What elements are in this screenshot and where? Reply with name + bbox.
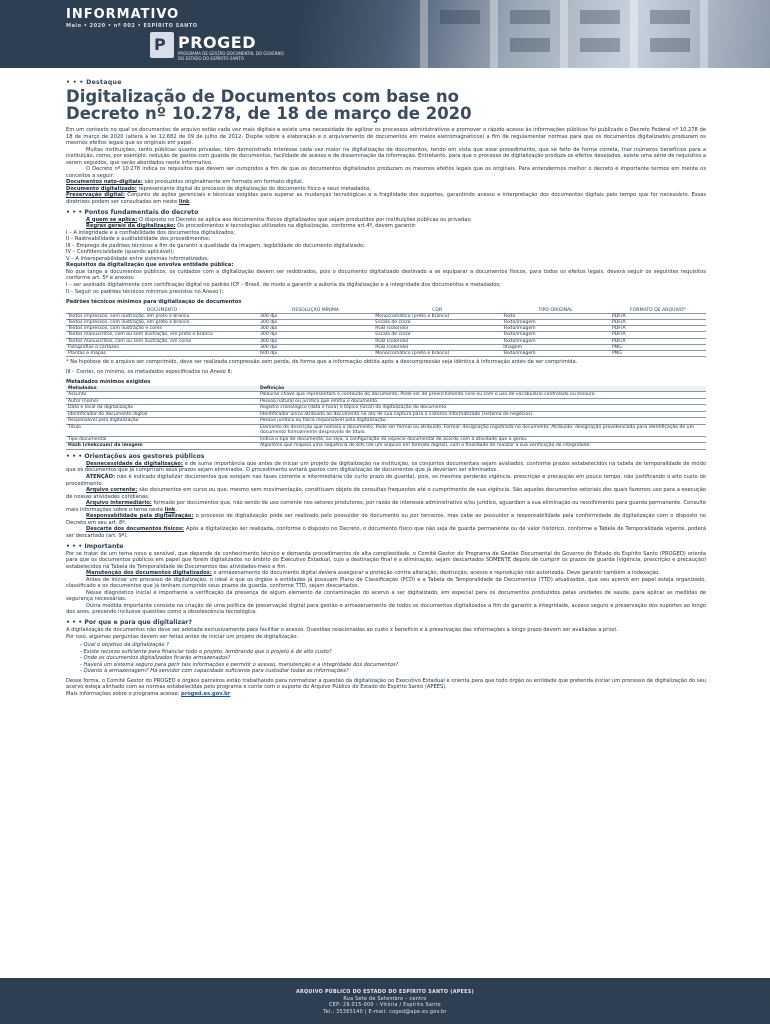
- header-building-photo: [300, 0, 770, 68]
- footer-institution: ARQUIVO PÚBLICO DO ESTADO DO ESPÍRITO SANTO (APEES): [296, 990, 474, 995]
- orientacao-paragraph: Arquivo intermediário: formado por documentos que, não sendo de uso corrente nos setores produtores, por razão de interesse administrativo e/ou jurídico, aguardam a sua eliminação ou recolhimento para guarda permanente. Consulte mais informações sobre o tema neste link.: [66, 500, 707, 513]
- list-item: V – A interoperabilidade entre sistemas informatizados;: [66, 255, 209, 262]
- requisitos-paragraph: No que tange a documentos públicos, os cuidados com a digitalização devem ser redobrados, pois o documento digitalizado destinado a se equiparar a documentos físicos, para todos os efeitos legais, deverá seguir os seguintes requisitos conforme art. 5º e anexos:: [66, 268, 706, 282]
- list-item: - Qual o objetivo da digitalização ?: [80, 642, 169, 649]
- digitalizar-paragraph: A digitalização de documentos não deve ser adotada exclusivamente para facilitar o acesso. Questões relacionadas ao custo x benefício e à preservação das informações a longo prazo devem ser avaliadas a priori.: [66, 626, 619, 633]
- proged-logo-name: PROGED: [178, 33, 256, 52]
- metadados-table: [66, 386, 706, 450]
- intro-paragraph-3: O Decreto nº 10.278 indica os requisitos que devem ser cumpridos a fim de que os documentos digitalizados produzam os mesmos efeitos legais que os originais. Para entendermos melhor o decreto é importante termos em mente os conceitos a seguir:: [66, 166, 706, 179]
- definition-nato-digital: Documentos nato-digitais: são produzidos originalmente em formato em formato digital.: [66, 179, 304, 186]
- table-row: Tipo documental Indica o tipo de documento, ou seja, a configuração da espécie documental de acordo com a atividade que a gerou.: [66, 436, 706, 443]
- section-heading: • • • Pontos fundamentais do decreto: [66, 208, 199, 216]
- orientacao-paragraph: Desnecessidade da digitalização: é de suma importância que antes de iniciar um projeto de digitalização na instituição, os conjuntos documentais sejam avaliados, conforme prazos estabelecidos na tabela de temporalidade de modo que os documentos que já cumpriram seus prazos sejam eliminados. O procedimento evitará gastos com digitalização de documentos que já deveriam ser eliminados.: [66, 460, 706, 474]
- table-row: Plantas e mapas 600 dpi Monocromático (preto e branco) Texto/imagem PNG: [66, 351, 706, 357]
- table-row: Fotografias e cartazes 300 dpi RGB (colorido) Imagem PNG: [66, 344, 706, 350]
- table-row: Textos manuscritos, com ou sem ilustração, em preto e branco 300 dpi Escala de cinza Texto/imagem PDF/A: [66, 332, 706, 338]
- footer-cep: CEP: 29.015-000 – Vitória / Espírito Santo: [329, 1003, 441, 1008]
- section-pontos-fundamentais: [66, 209, 706, 296]
- table-metadados-section: [66, 379, 706, 450]
- table-header: RESOLUÇÃO MÍNIMA: [258, 308, 373, 314]
- table-header: COR: [373, 308, 501, 314]
- list-item: II – Seguir os padrões técnicos mínimos previstos no Anexo I;: [66, 288, 224, 295]
- footer-contact: Tel.: 35365140 | E-mail: coged@ape.es.gov.br: [323, 1009, 447, 1015]
- table-row: Autor (nome) Pessoa natural ou jurídica que emitiu o documento.: [66, 398, 706, 405]
- intro-paragraph-2: Muitas instituições, tanto públicas quanto privadas, têm demonstrado interesse cada vez maior na digitalização de documentos, tendo em vista que esse procedimento, que se feito de forma correta, traz inúmeros benefícios para a instituição, como, por exemplo: redução de gastos com guarda de documentos, facilidade de acesso e de disseminação da informação. Entretanto, para que o processo de digitalização produza os efeitos desejados, existe uma série de requisitos a serem seguidos, que serão abordados neste informativo.: [66, 146, 706, 166]
- list-item: III – Conter, no mínimo, os metadados especificados no Anexo II;: [66, 368, 233, 375]
- section-heading: • • • Por que e para que digitalizar?: [66, 618, 192, 626]
- importante-paragraph: Manutenção dos documentos digitalizados: o armazenamento do documento digital deverá assegurar a proteção contra alteração, destruição, acesso e reprodução não autorizada. Deve garantir também a indexação.: [86, 570, 660, 577]
- article-title-line-1: Digitalização de Documentos com base no: [66, 87, 459, 106]
- definition-preservacao: Preservação digital: Conjunto de ações gerenciais e técnicas exigidas para superar as mudanças tecnológicas e a fragilidade dos suportes, garantindo acesso e interpretação dos documentos digitais pelo tempo que for necessário. Essas diretrizes podem ser consultadas em neste link.: [66, 192, 706, 206]
- importante-paragraph: Por se tratar de um tema novo e sensível, que depende de conhecimento técnico e demanda procedimentos de alta complexidade, o Comitê Gestor do Programa de Gestão Documental do Governo do Estado do Espírito Santo (PROGED) orienta para que os documentos públicos em papel que forem digitalizados no âmbito do Executivo Estadual, cujo a destinação final é a eliminação, sejam descartados SOMENTE depois de cumprir os prazos de guarda (vigência, prescrição e precaução) estabelecidos na Tabela de Temporalidade de Documentos das atividades-meio e fim.: [66, 550, 706, 570]
- list-item: - Onde os documentos digitalizados ficarão armazenados?: [80, 655, 231, 662]
- regras-paragraph: Regras gerais da digitalização: Os procedimentos e tecnologias utilizados na digitalização, conforme art.4º, devem garantir:: [86, 223, 417, 230]
- questions-list: [66, 642, 706, 675]
- header-banner: [0, 0, 770, 68]
- arquivo-link[interactable]: link: [164, 506, 176, 513]
- importante-paragraph: Antes de iniciar um processo de digitalização, o ideal é que os órgãos e entidades já possuam Plano de Classificação (PCD) e a Tabela de Temporalidade de Documentos (TTD) atualizados, que seu acervo em papel esteja organizado, classificado e os documentos que já tenham cumprido seus prazos de guarda, conforme TTD, sejam descartados.: [66, 576, 706, 590]
- table-header: TIPO ORIGINAL: [501, 308, 610, 314]
- requisitos-title: Requisitos da digitalização que envolva entidade pública:: [66, 262, 234, 269]
- newsletter-title: INFORMATIVO: [66, 7, 180, 22]
- section-heading: • • • Orientações aos gestores públicos: [66, 452, 205, 460]
- footer-address: Rua Sete de Setembro – centro: [343, 996, 427, 1002]
- newsletter-edition: Maio • 2020 • nº 002 • ESPÍRITO SANTO: [66, 23, 198, 29]
- aplicacao-paragraph: A quem se aplica: O disposto no Decreto se aplica aos documentos físicos digitalizados que sejam produzidos por instituições públicas ou privadas;: [86, 216, 472, 223]
- list-item: III – Emprego de padrões técnicos a fim de garantir a qualidade da imagem, legibilidade do documento digitalizado;: [66, 242, 365, 249]
- table-header: DOCUMENTO: [66, 308, 258, 314]
- article-body: [66, 79, 706, 697]
- digitalizar-paragraph: Por isso, algumas perguntas devem ser feitas antes de iniciar um projeto de digitalização:: [66, 633, 299, 640]
- article-title: [66, 88, 706, 122]
- importante-paragraph: Nesse diagnóstico inicial é importante a verificação da presença de algum elemento de contaminação do acervo a ser digitalizado, em especial para os documentos produzidos pelas unidades de saúde, para aplicar as medidas de segurança necessárias.: [66, 589, 706, 603]
- table-note: * Na hipótese de o arquivo ser comprimido, deve ser realizada compressão sem perda, de forma que a informação obtida após a descompressão seja idêntica à informação antes de ser comprimida.: [66, 359, 578, 366]
- logo-letter: P: [154, 35, 166, 54]
- digitalizar-paragraph: Desse forma, o Comitê Gestor do PROGED e órgãos parceiros estão trabalhando para normatizar a questão da digitalização no Executivo Estadual e orienta para que todo órgão ou entidade que pretenda iniciar um processo de digitalização do seu acervo esteja alinhado com as normas estabelecidas pelo programa e conte com o suporte do Arquivo Público do Estado do Espírito Santo (APEES).: [66, 677, 706, 691]
- intro-section: [66, 127, 706, 206]
- table-row: Textos impressos, sem ilustração, em preto e branco 300 dpi Monocromático (preto e branco) Texto PDF/A: [66, 313, 706, 319]
- section-tag: • • • Destaque: [66, 79, 122, 86]
- section-por-que-digitalizar: [66, 619, 706, 697]
- list-item: I – A integridade e a confiabilidade dos documentos digitalizados;: [66, 229, 236, 236]
- proged-logo-subtitle: PROGRAMA DE GESTÃO DOCUMENTAL DO GOVERNO DO ESTADO DO ESPÍRITO SANTO: [178, 51, 284, 61]
- preservacao-link[interactable]: link: [178, 199, 190, 206]
- section-importante: [66, 543, 706, 616]
- orientacao-paragraph: Descarte dos documentos físicos: Após a digitalização ser realizada, conforme o disposto no Decreto, o documento físico que não seja de guarda permanente ou de valor histórico, conforme a Tabela de Temporalidade vigente, poderá ser descartado (art. 9º).: [66, 526, 706, 539]
- table-row: Textos impressos, com ilustração e cores 300 dpi RGB (colorido) Texto/imagem PDF/A: [66, 326, 706, 332]
- table-row: Textos impressos, com ilustração, em preto e branco 300 dpi Escala de cinza Texto/imagem PDF/A: [66, 320, 706, 326]
- orientacao-paragraph: Arquivo corrente: são documentos em curso ou que, mesmo sem movimentação, constituam objeto de consultas frequentes até o cumprimento de sua vigência. São aqueles documentos setoriais dos quais fazemos uso para a execução de nossas atividades cotidianas.: [66, 487, 706, 500]
- padroes-tecnicos-table: [66, 308, 706, 358]
- table-caption: Padrões técnicos mínimos para digitalização de documentos: [66, 299, 242, 306]
- more-info-paragraph: Mais informações sobre o programa acesse: proged.es.gov.br: [66, 690, 231, 697]
- proged-logo-icon: [150, 32, 174, 58]
- table-row: Assunto Palavras-chave que representam o conteúdo do documento. Pode ser de preenchimento livre ou com o uso de vocabulário controlado ou tesauro.: [66, 392, 706, 399]
- definition-digitalizado: Documento digitalizado: representante digital do processo de digitalização do documento físico e seus metadados.: [66, 185, 372, 192]
- section-heading: • • • Importante: [66, 542, 124, 550]
- table-header: Metadados: [66, 386, 258, 392]
- table-header: FORMATO DE ARQUIVO*: [610, 308, 706, 314]
- importante-paragraph: Outra medida importante consiste na criação de uma política de preservação digital para gestão e armazenamento de todos os documentos digitalizados a fim de garantir a integridade, acesso seguro e preservação dos suportes ao longo dos anos, prevendo inclusive questões como a obsolescência tecnológica.: [66, 602, 706, 616]
- table-row: Textos manuscritos, com ou sem ilustração, em cores 300 dpi RGB (colorido) Texto/imagem PDF/A: [66, 338, 706, 344]
- proged-site-link[interactable]: proged.es.gov.br: [181, 690, 231, 697]
- section-orientacoes: [66, 453, 706, 540]
- table-caption: Metadados mínimos exigidos: [66, 379, 151, 386]
- table-row: Data e local da digitalização Registro cronológico (data e hora) e tópico (local) da digitalização do documento.: [66, 405, 706, 412]
- list-item: IV – Confidencialidade (quando aplicável);: [66, 249, 175, 256]
- intro-paragraph-1: Em um contexto no qual os documentos de arquivo estão cada vez mais digitais e existe uma necessidade de agilizar os processos administrativos e promover o rápido acesso às informações públicas foi publicado o Decreto Federal nº 10.278 de 18 de março de 2020 (altera a lei 12.682 de 09 de julho de 2012- Dispõe sobre a elaboração e o arquivamento de documentos em meios eletromagnéticos) a fim de regulamentar normas para que os documentos digitalizados produzam os mesmos efeitos legais que os originais em papel.: [66, 127, 706, 147]
- article-title-line-2: Decreto nº 10.278, de 18 de março de 2020: [66, 104, 472, 123]
- list-item: I – ser assinado digitalmente com certificação digital no padrão ICP – Brasil, de modo a garantir a autoria da digitalização e a integridade dos documentos e metadados;: [66, 282, 501, 289]
- list-item: - Quanto à armazenagem? Há servidor com capacidade suficiente para custodiar todas as informações?: [80, 668, 349, 675]
- footer: [0, 978, 770, 1024]
- table-row: Responsável pela digitalização Pessoa jurídica ou física responsável pela digitalização.: [66, 418, 706, 425]
- list-item: II – Rastreabilidade e auditabilidade dos procedimentos;: [66, 236, 211, 243]
- orientacao-paragraph: Responsabilidade pela digitalização: o processo de digitalização pode ser realizado pelo possuidor do documento ou por terceiros, mas cabe ao possuidor a responsabilidade pela conformidade da digitalização com o disposto no Decreto em seu art. 8º.: [66, 513, 706, 526]
- table-row: Identificador do documento digital Identificador único atribuído ao documento no ato de sua captura para o sistema informatizado (sistema de negócios).: [66, 411, 706, 418]
- table-padroes-section: [66, 299, 706, 375]
- list-item: - Haverá um sistema seguro para gerir tais informações e permitir o acesso, manutenção e a integridade dos documentos?: [80, 661, 399, 668]
- table-row: Título Elemento de descrição que nomeia o documento. Pode ser formal ou atribuído. Formal: designação registrada no documento; Atribuído: designação providenciada para identificação de um documento formalmente desprovido de título.: [66, 424, 706, 436]
- list-item: - Existe recurso suficiente para financiar todo o projeto, lembrando que o projeto é de alto custo?: [80, 648, 332, 655]
- orientacao-paragraph: ATENÇÃO: não é indicado digitalizar documentos que estejam nas fases corrente e intermediária (de curto prazo de guarda), pois, os mesmos perderão vigência, prescrição e precaução em pouco tempo, não justificando o alto custo do procedimento.: [66, 474, 706, 487]
- table-row: Hash (chekcsum) da imagem Algoritmo que mapeia uma sequência de bits (de um arquivo em formato digital), com a finalidade de realizar a sua verificação de integridade.: [66, 443, 706, 450]
- table-header: Definição: [258, 386, 706, 392]
